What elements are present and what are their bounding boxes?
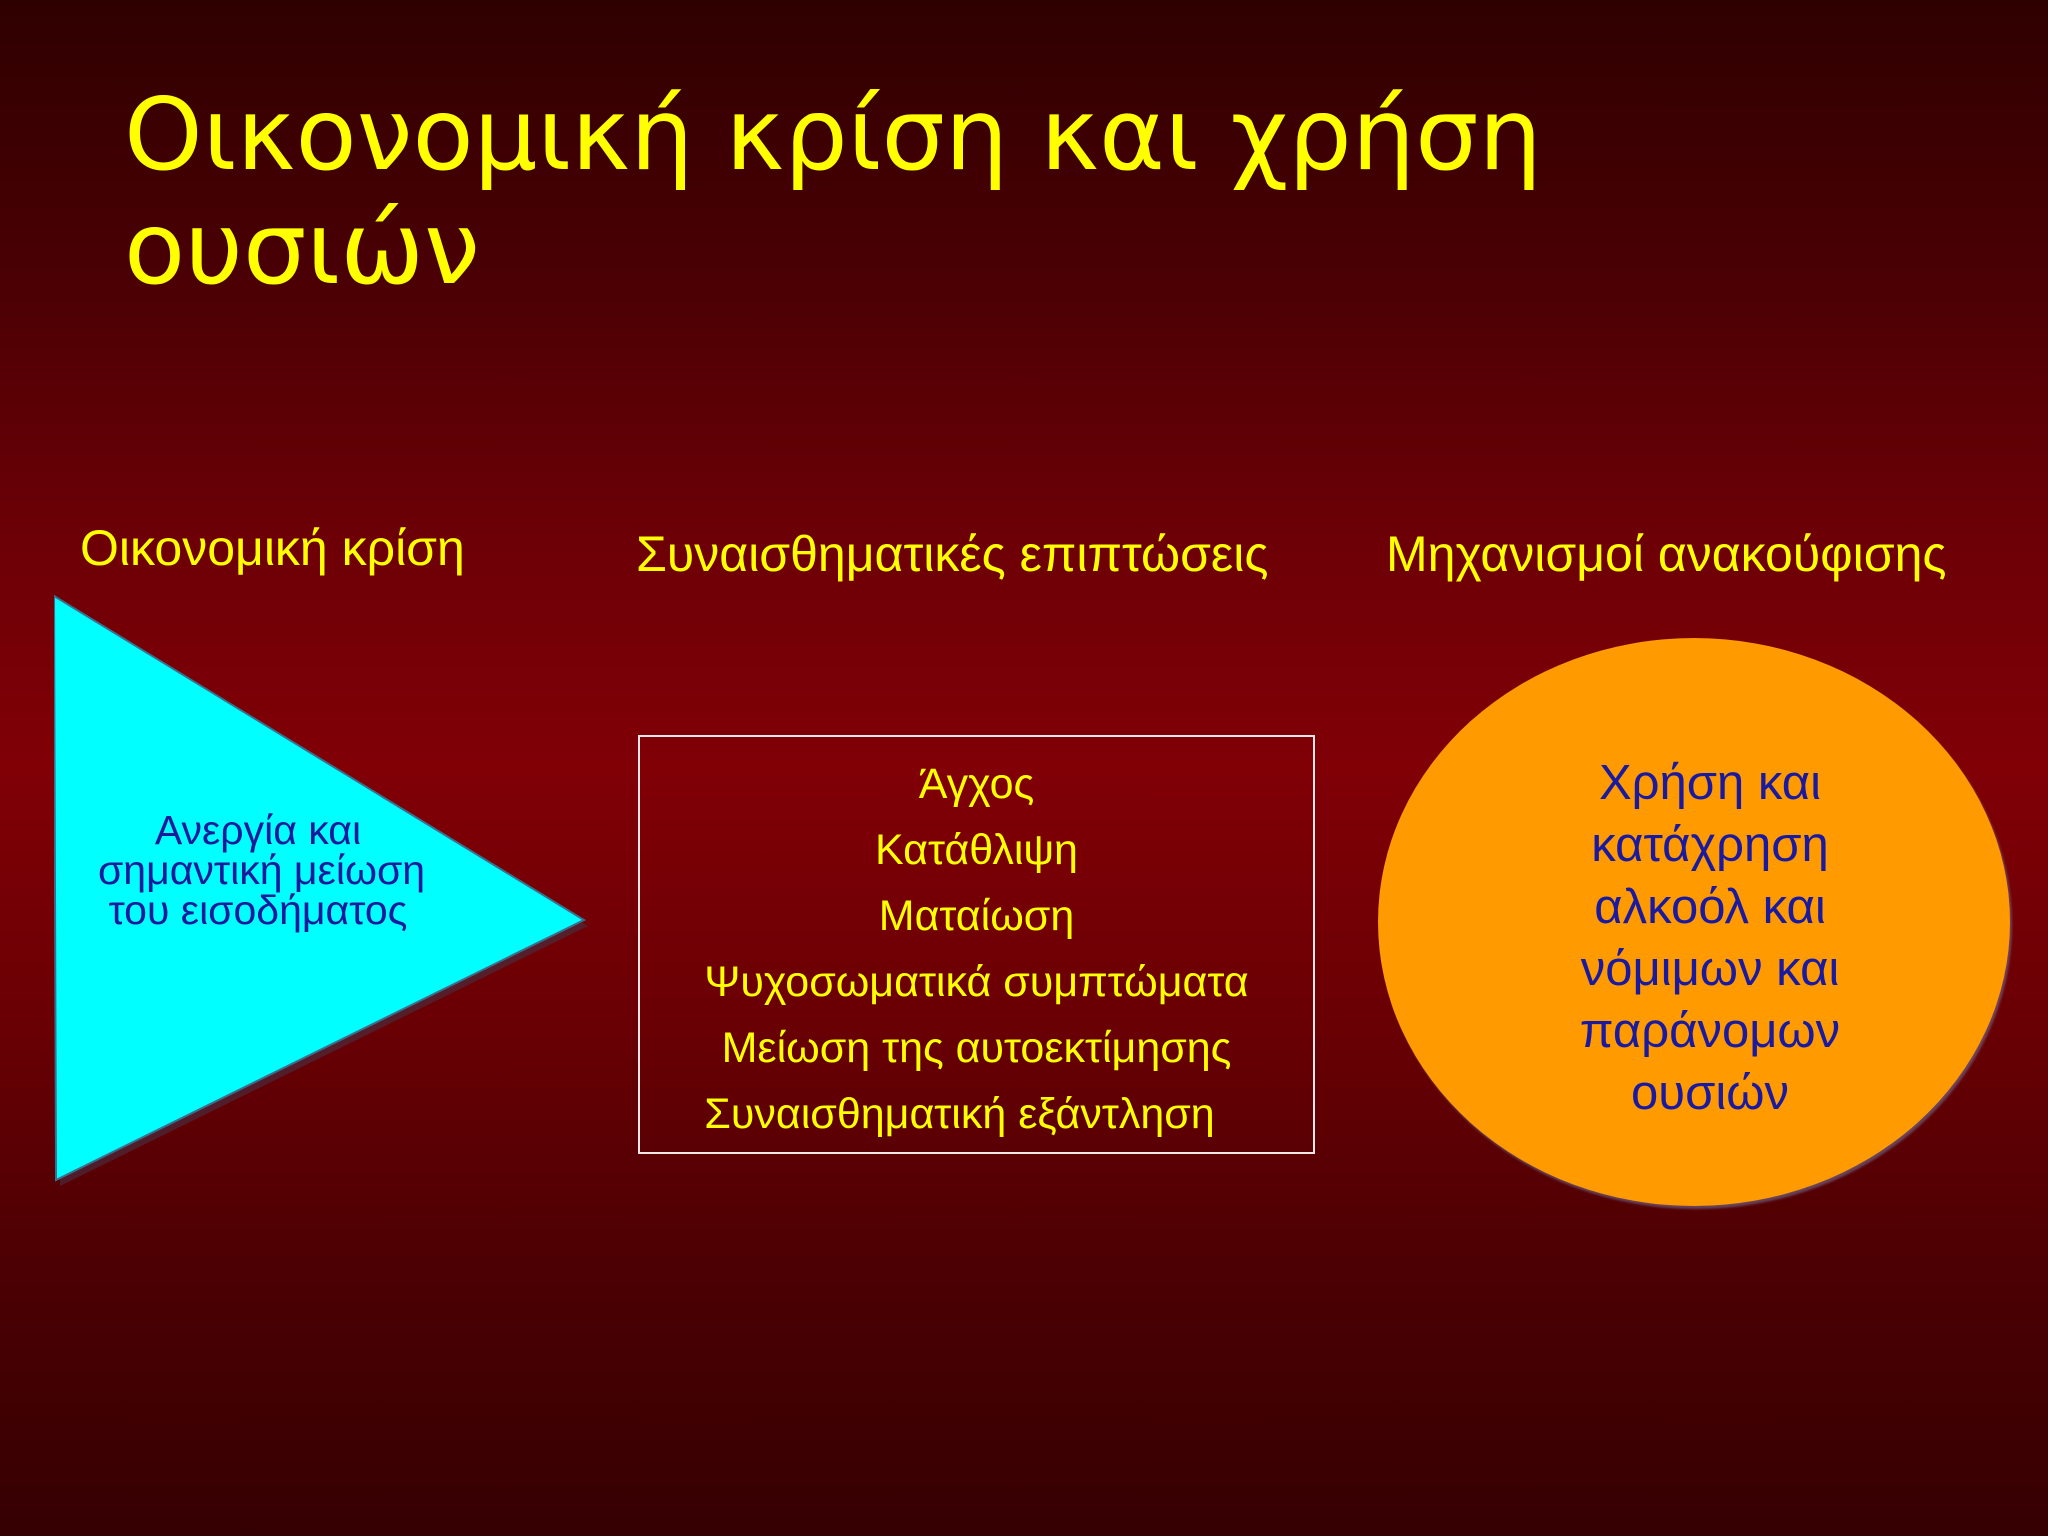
relief-circle-text [1530,752,1890,1124]
relief-text-line-2: κατάχρηση [1591,818,1829,872]
effect-item: Συναισθηματική εξάντληση [704,1090,1215,1138]
slide-title-line-1: Οικονομική κρίση και χρήση [124,76,1542,193]
slide-title [124,78,1724,306]
effect-item: Ψυχοσωματικά συμπτώματα [704,958,1249,1006]
emotional-effects-list [640,751,1313,1147]
slide-title-line-2: ουσιών [124,190,480,307]
relief-text-line-3: αλκοόλ και [1594,880,1826,934]
crisis-text-line-3: του εισοδήματος [108,887,408,933]
heading-economic-crisis: Οικονομική κρίση [80,520,465,576]
heading-relief-mechanisms: Μηχανισμοί ανακούφισης [1386,526,1947,582]
emotional-effects-box [638,735,1315,1154]
crisis-triangle-shape [54,592,594,1188]
effect-item: Κατάθλιψη [875,826,1078,874]
heading-emotional-effects: Συναισθηματικές επιπτώσεις [636,526,1269,582]
crisis-triangle-text [98,807,426,933]
relief-text-line-4: νόμιμων και [1580,942,1840,996]
effect-item: Άγχος [918,760,1035,808]
relief-text-line-6: ουσιών [1631,1066,1789,1120]
relief-text-line-5: παράνομων [1579,1004,1841,1058]
relief-text-line-1: Χρήση και [1598,756,1822,810]
effect-item: Μείωση της αυτοεκτίμησης [721,1024,1232,1072]
crisis-text-line-1: Ανεργία και [154,807,362,853]
effect-item: Ματαίωση [878,892,1075,940]
crisis-text-line-2: σημαντική μείωση [98,847,426,893]
